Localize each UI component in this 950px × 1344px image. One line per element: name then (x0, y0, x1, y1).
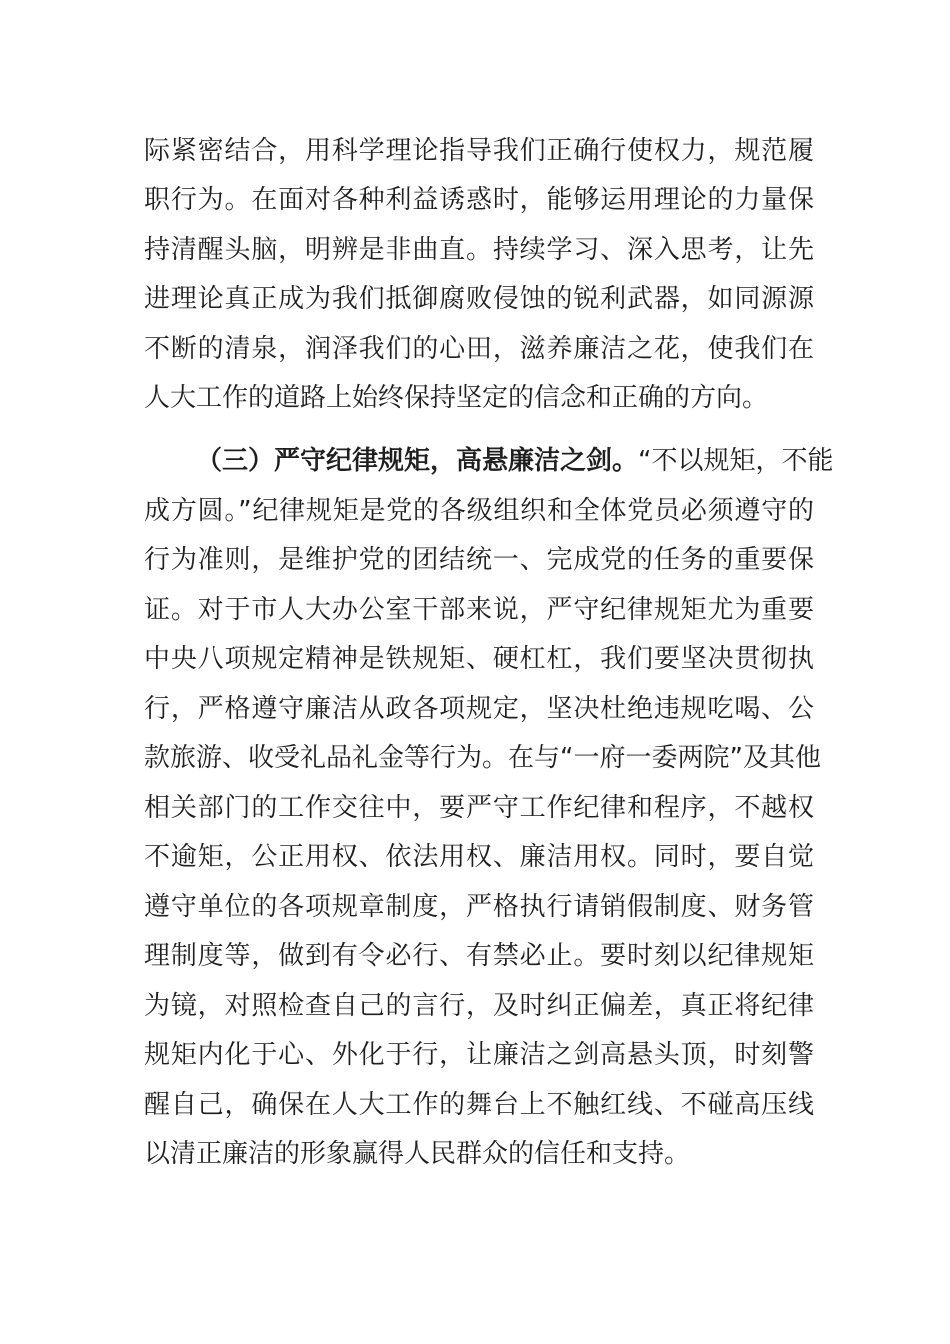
paragraph-line: 不断的清泉，润泽我们的心田，滋养廉洁之花，使我们在 (144, 334, 814, 364)
paragraph-line: 为镜，对照检查自己的言行，及时纠正偏差，真正将纪律 (144, 991, 814, 1021)
paragraph-line: 不逾矩，公正用权、依法用权、廉洁用权。同时，要自觉 (144, 842, 814, 872)
paragraph-line: 相关部门的工作交往中，要严守工作纪律和程序，不越权 (144, 793, 814, 823)
paragraph-line: 持清醒头脑，明辨是非曲直。持续学习、深入思考，让先 (144, 235, 814, 265)
paragraph-line: 理制度等，做到有令必行、有禁必止。要时刻以纪律规矩 (144, 941, 814, 971)
section-heading-line (196, 436, 834, 486)
paragraph-line: 职行为。在面对各种利益诱惑时，能够运用理论的力量保 (144, 185, 814, 215)
paragraph-line: 进理论真正成为我们抵御腐败侵蚀的锐利武器，如同源源 (144, 284, 814, 314)
paragraph-line: 际紧密结合，用科学理论指导我们正确行使权力，规范履 (144, 136, 814, 166)
paragraph-line: 人大工作的道路上始终保持坚定的信念和正确的方向。 (144, 383, 769, 413)
paragraph-line: 行为准则，是维护党的团结统一、完成党的任务的重要保 (144, 545, 814, 575)
paragraph-line: 中央八项规定精神是铁规矩、硬杠杠，我们要坚决贯彻执 (144, 644, 814, 674)
section-heading-quote: “不以规矩，不能 (638, 446, 834, 476)
paragraph-line: 证。对于市人大办公室干部来说，严守纪律规矩尤为重要 (144, 595, 814, 625)
section-heading: （三）严守纪律规矩，高悬廉洁之剑。 (196, 446, 639, 476)
paragraph-line: 行，严格遵守廉洁从政各项规定，坚决杜绝违规吃喝、公 (144, 694, 814, 724)
paragraph-line: 规矩内化于心、外化于行，让廉洁之剑高悬头顶，时刻警 (144, 1040, 814, 1070)
paragraph-line: 成方圆。”纪律规矩是党的各级组织和全体党员必须遵守的 (144, 496, 814, 526)
paragraph-line: 以清正廉洁的形象赢得人民群众的信任和支持。 (144, 1139, 691, 1169)
paragraph-line: 款旅游、收受礼品礼金等行为。在与“一府一委两院”及其他 (144, 743, 821, 773)
paragraph-line: 醒自己，确保在人大工作的舞台上不触红线、不碰高压线 (144, 1090, 814, 1120)
paragraph-line: 遵守单位的各项规章制度，严格执行请销假制度、财务管 (144, 892, 814, 922)
